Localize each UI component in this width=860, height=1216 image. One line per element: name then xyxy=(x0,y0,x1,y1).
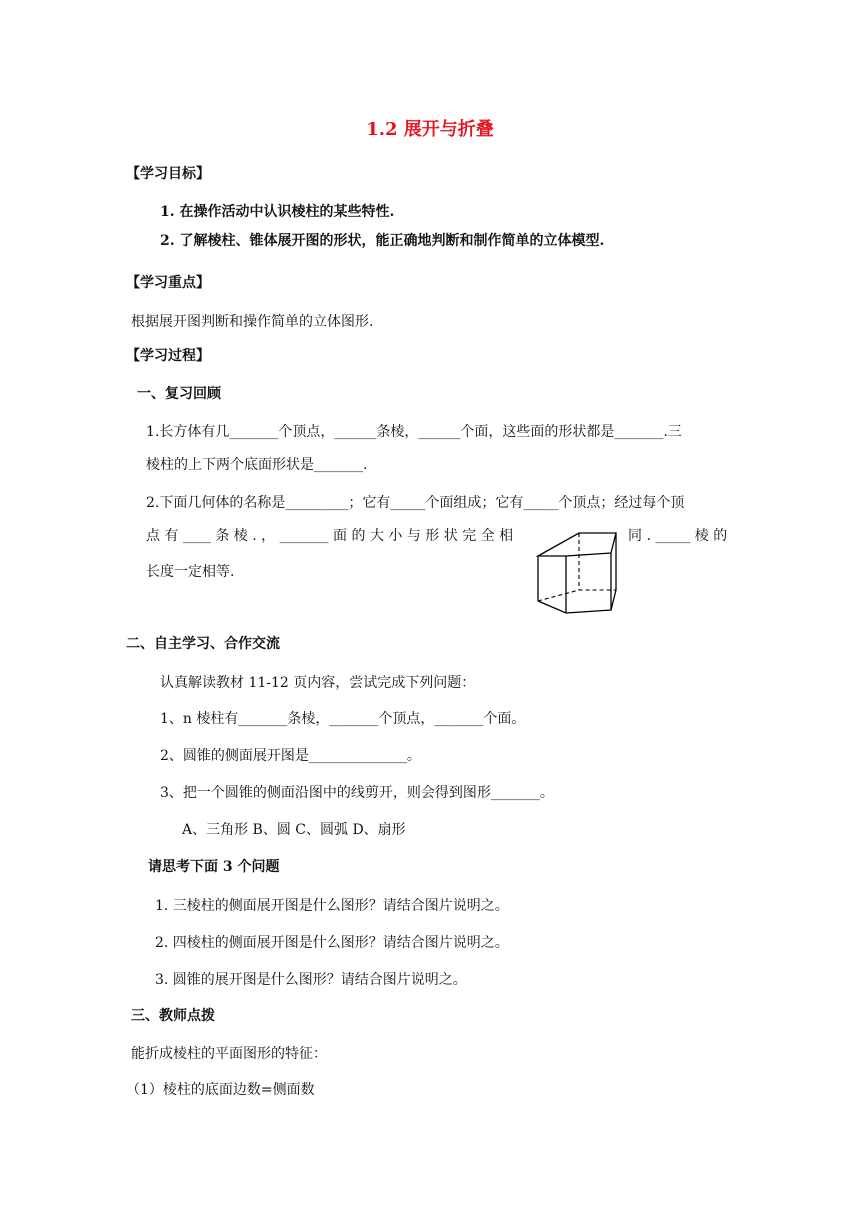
key-point-header: 【学习重点】 xyxy=(126,275,210,291)
review-q1-line1: 1.长方体有几_______个顶点，______条棱，______个面，这些面的形状都是_______.三 xyxy=(146,424,682,440)
think-item-1: 1. 三棱柱的侧面展开图是什么图形？请结合图片说明之。 xyxy=(155,898,509,914)
key-point-text: 根据展开图判断和操作简单的立体图形. xyxy=(131,314,374,330)
page-title: 1.2 展开与折叠 xyxy=(366,119,494,140)
think-heading: 请思考下面 3 个问题 xyxy=(148,859,280,875)
pentagonal-prism-figure xyxy=(528,525,638,621)
review-q1-line2: 棱柱的上下两个底面形状是_______. xyxy=(146,457,368,473)
process-header: 【学习过程】 xyxy=(126,348,210,364)
teacher-heading: 三、教师点拨 xyxy=(131,1008,215,1024)
self-study-q3: 3、把一个圆锥的侧面沿图中的线剪开，则会得到图形_______。 xyxy=(160,785,554,801)
objectives-header: 【学习目标】 xyxy=(126,166,210,182)
review-heading: 一、复习回顾 xyxy=(137,386,221,402)
review-q2-line3: 长度一定相等. xyxy=(146,564,235,580)
review-q2-line2a: 点 有 ____ 条 棱 . ， _______ 面 的 大 小 与 形 状 完 全 相 xyxy=(146,528,514,544)
self-study-heading: 二、自主学习、合作交流 xyxy=(126,636,280,652)
self-study-q2: 2、圆锥的侧面展开图是______________。 xyxy=(160,748,421,764)
self-study-q1: 1、n 棱柱有_______条棱，_______个顶点，_______个面。 xyxy=(160,711,526,727)
prism-top-face xyxy=(538,533,616,556)
think-item-2: 2. 四棱柱的侧面展开图是什么图形？请结合图片说明之。 xyxy=(155,935,509,951)
self-study-options: A、三角形 B、圆 C、圆弧 D、扇形 xyxy=(182,822,406,838)
review-q2-line2b: 同 . _____ 棱 的 xyxy=(628,528,728,544)
teacher-point-1: （1）棱柱的底面边数=侧面数 xyxy=(126,1082,315,1098)
objective-item-1: 1. 在操作活动中认识棱柱的某些特性. xyxy=(160,204,395,220)
objective-item-2: 2. 了解棱柱、锥体展开图的形状，能正确地判断和制作简单的立体模型. xyxy=(160,233,605,249)
review-q2-line1: 2.下面几何体的名称是_________；它有_____个面组成；它有_____个顶点；经过每个顶 xyxy=(146,495,685,511)
think-item-3: 3. 圆锥的展开图是什么图形？请结合图片说明之。 xyxy=(155,972,467,988)
self-study-intro: 认真解读教材 11-12 页内容，尝试完成下列问题： xyxy=(160,675,476,691)
teacher-text: 能折成棱柱的平面图形的特征： xyxy=(131,1046,327,1062)
